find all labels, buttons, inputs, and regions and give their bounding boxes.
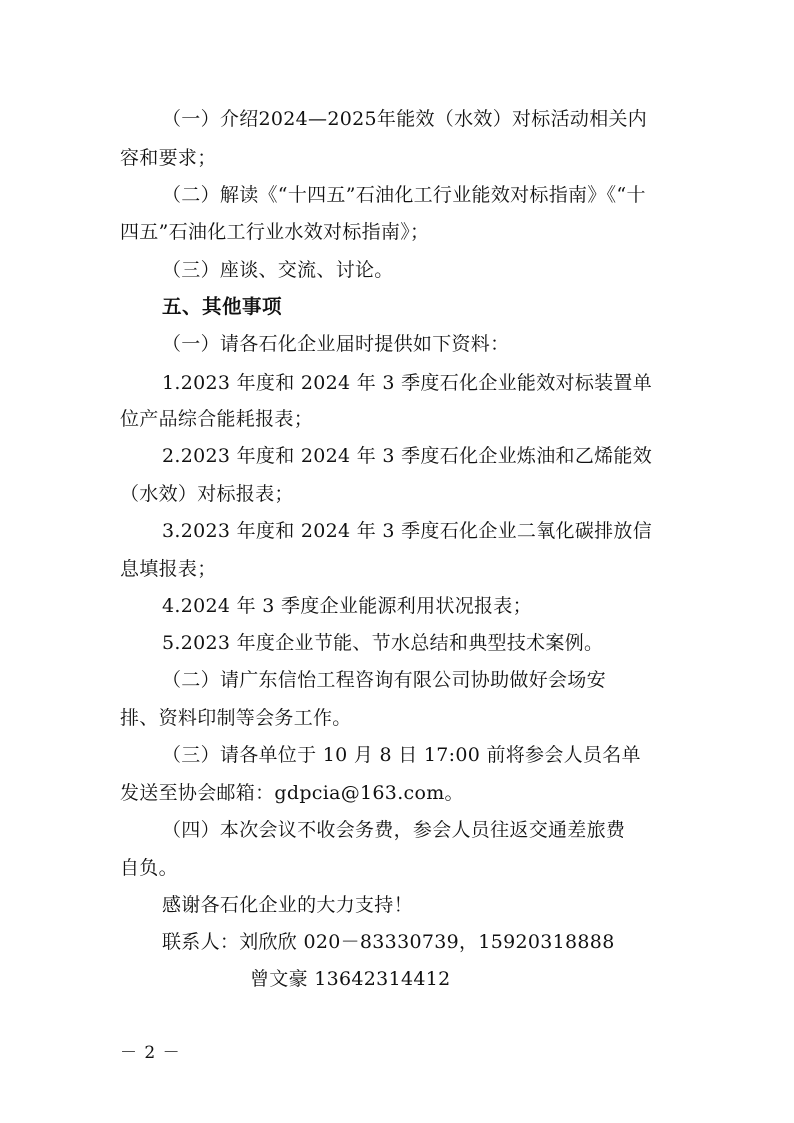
- material-2-line-2: （水效）对标报表；: [120, 483, 294, 505]
- thanks-line: 感谢各石化企业的大力支持！: [162, 894, 413, 916]
- material-3-line-1: 3.2023 年度和 2024 年 3 季度石化企业二氧化碳排放信: [162, 520, 653, 542]
- other-item-2-line-2: 排、资料印制等会务工作。: [120, 707, 352, 729]
- material-2-line-1: 2.2023 年度和 2024 年 3 季度石化企业炼油和乙烯能效: [162, 445, 653, 467]
- material-1-line-2: 位产品综合能耗报表；: [120, 408, 314, 430]
- material-1-line-1: 1.2023 年度和 2024 年 3 季度石化企业能效对标装置单: [162, 372, 653, 394]
- other-item-3-line-2: 发送至协会邮箱：gdpcia@163.com。: [120, 782, 464, 804]
- contact-line-1: 联系人：刘欣欣 020－83330739，15920318888: [162, 931, 615, 953]
- section-heading-other-matters: 五、其他事项: [162, 295, 283, 318]
- other-item-2-line-1: （二）请广东信怡工程咨询有限公司协助做好会场安: [162, 669, 606, 691]
- other-item-4-line-2: 自负。: [120, 857, 178, 879]
- contact-line-2: 曾文豪 13642314412: [250, 968, 451, 990]
- agenda-item-1-line-1: （一）介绍2024—2025年能效（水效）对标活动相关内: [162, 108, 648, 130]
- other-item-3-line-1: （三）请各单位于 10 月 8 日 17:00 前将参会人员名单: [162, 744, 641, 766]
- agenda-item-2-line-2: 四五”石油化工行业水效对标指南》；: [120, 221, 430, 243]
- material-5-line-1: 5.2023 年度企业节能、节水总结和典型技术案例。: [162, 632, 604, 654]
- material-3-line-2: 息填报表；: [120, 558, 217, 580]
- page-number: － 2 －: [120, 1043, 181, 1063]
- agenda-item-1-line-2: 容和要求；: [120, 147, 217, 169]
- agenda-item-2-line-1: （二）解读《“十四五”石油化工行业能效对标指南》《“十: [162, 184, 646, 206]
- other-item-1-intro: （一）请各石化企业届时提供如下资料：: [162, 333, 510, 355]
- material-4-line-1: 4.2024 年 3 季度企业能源利用状况报表；: [162, 595, 532, 617]
- agenda-item-3-line-1: （三）座谈、交流、讨论。: [162, 259, 394, 281]
- other-item-4-line-1: （四）本次会议不收会务费，参会人员往返交通差旅费: [162, 819, 626, 841]
